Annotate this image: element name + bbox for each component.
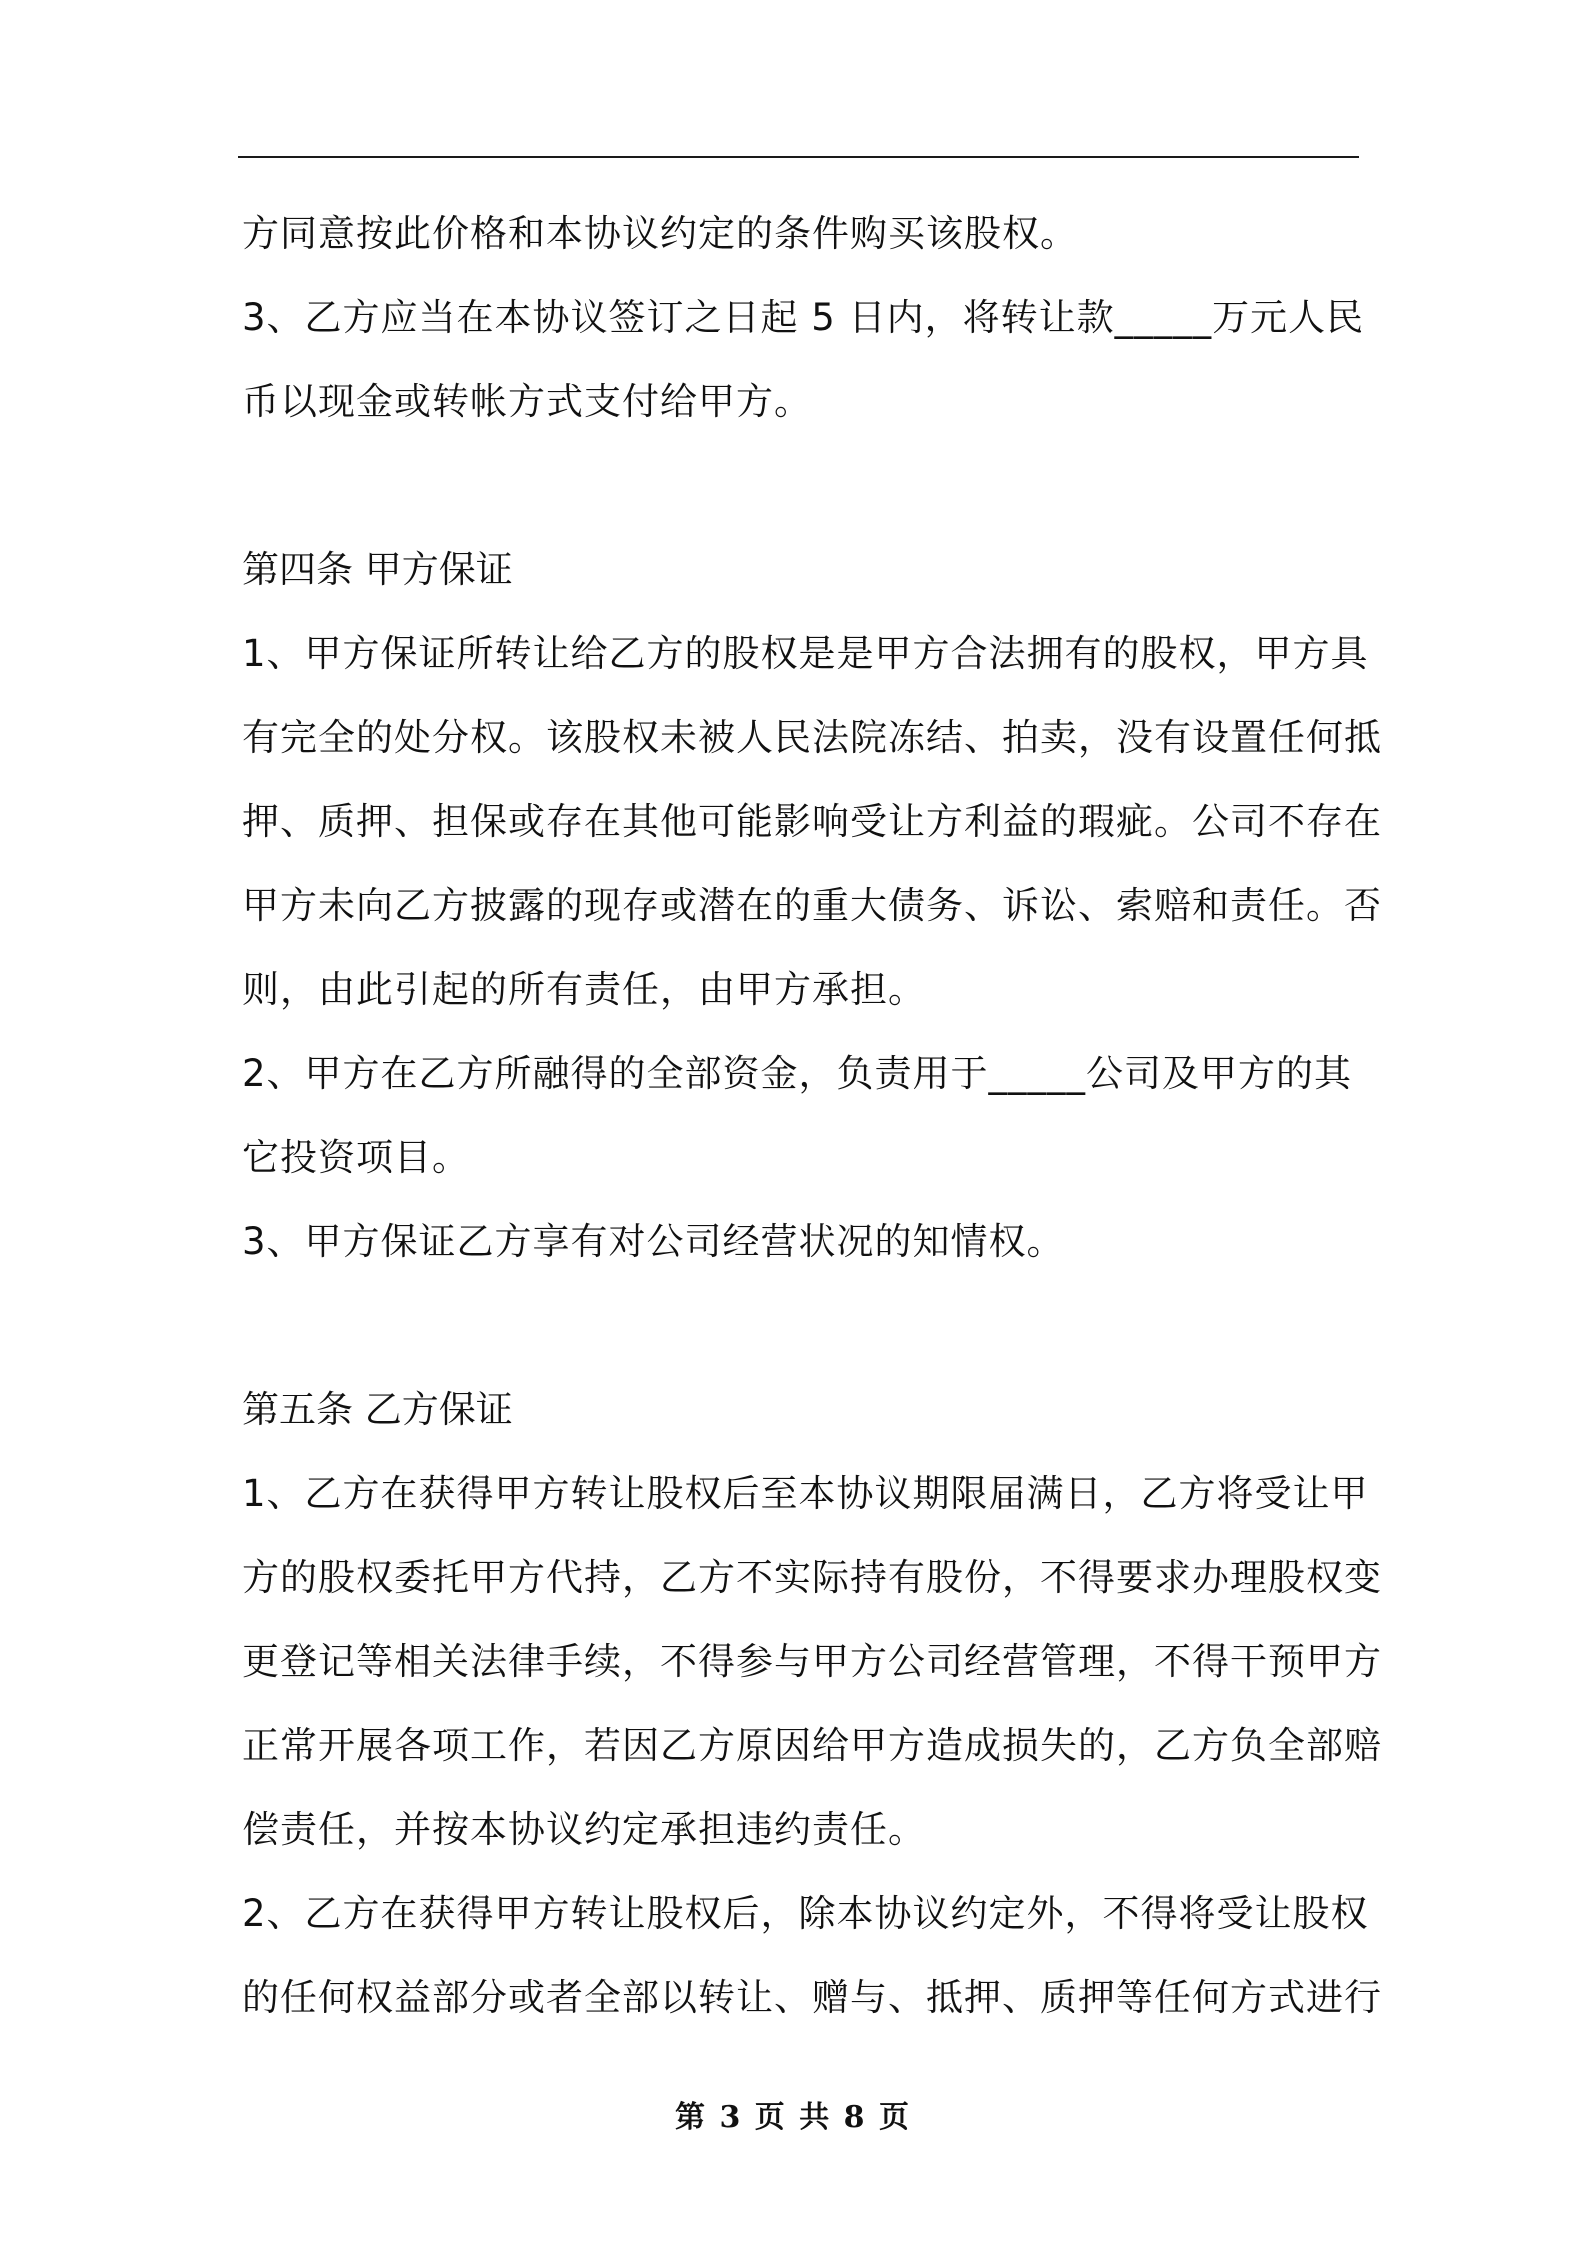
- total-page-number: 8: [843, 2100, 867, 2135]
- section-gap: [242, 444, 1362, 528]
- paragraph-line: 方同意按此价格和本协议约定的条件购买该股权。: [242, 212, 1078, 255]
- paragraph-line: 它投资项目。: [242, 1136, 470, 1179]
- paragraph-line: 的任何权益部分或者全部以转让、赠与、抵押、质押等任何方式进行: [242, 1976, 1382, 2019]
- document-body: [242, 192, 1382, 2040]
- paragraph-line: 则，由此引起的所有责任，由甲方承担。: [242, 968, 926, 1011]
- paragraph-line: 甲方未向乙方披露的现存或潜在的重大债务、诉讼、索赔和责任。否: [242, 884, 1382, 927]
- section-4-heading: 第四条 甲方保证: [242, 548, 513, 591]
- paragraph-line: 2、甲方在乙方所融得的全部资金，负责用于_____公司及甲方的其: [242, 1052, 1353, 1095]
- paragraph-line: 押、质押、担保或存在其他可能影响受让方利益的瑕疵。公司不存在: [242, 800, 1382, 843]
- footer-prefix: 第: [674, 2100, 707, 2135]
- paragraph-line: 1、甲方保证所转让给乙方的股权是是甲方合法拥有的股权，甲方具: [242, 632, 1369, 675]
- paragraph-line: 1、乙方在获得甲方转让股权后至本协议期限届满日，乙方将受让甲: [242, 1472, 1369, 1515]
- paragraph-line: 3、甲方保证乙方享有对公司经营状况的知情权。: [242, 1220, 1065, 1263]
- paragraph-line: 偿责任，并按本协议约定承担违约责任。: [242, 1808, 926, 1851]
- section-5-heading: 第五条 乙方保证: [242, 1388, 513, 1431]
- paragraph-line: 更登记等相关法律手续，不得参与甲方公司经营管理，不得干预甲方: [242, 1640, 1382, 1683]
- paragraph-line: 币以现金或转帐方式支付给甲方。: [242, 380, 812, 423]
- paragraph-line: 3、乙方应当在本协议签订之日起 5 日内，将转让款_____万元人民: [242, 296, 1365, 339]
- paragraph-line: 有完全的处分权。该股权未被人民法院冻结、拍卖，没有设置任何抵: [242, 716, 1382, 759]
- footer-middle: 页 共: [754, 2100, 832, 2135]
- paragraph-line: 正常开展各项工作，若因乙方原因给甲方造成损失的，乙方负全部赔: [242, 1724, 1382, 1767]
- current-page-number: 3: [719, 2100, 743, 2135]
- paragraph-line: 方的股权委托甲方代持，乙方不实际持有股份，不得要求办理股权变: [242, 1556, 1382, 1599]
- footer-suffix: 页: [879, 2100, 911, 2135]
- paragraph-line: 2、乙方在获得甲方转让股权后，除本协议约定外，不得将受让股权: [242, 1892, 1369, 1935]
- header-rule: [238, 156, 1359, 158]
- page-footer: [0, 2092, 1586, 2136]
- section-gap: [242, 1284, 1362, 1368]
